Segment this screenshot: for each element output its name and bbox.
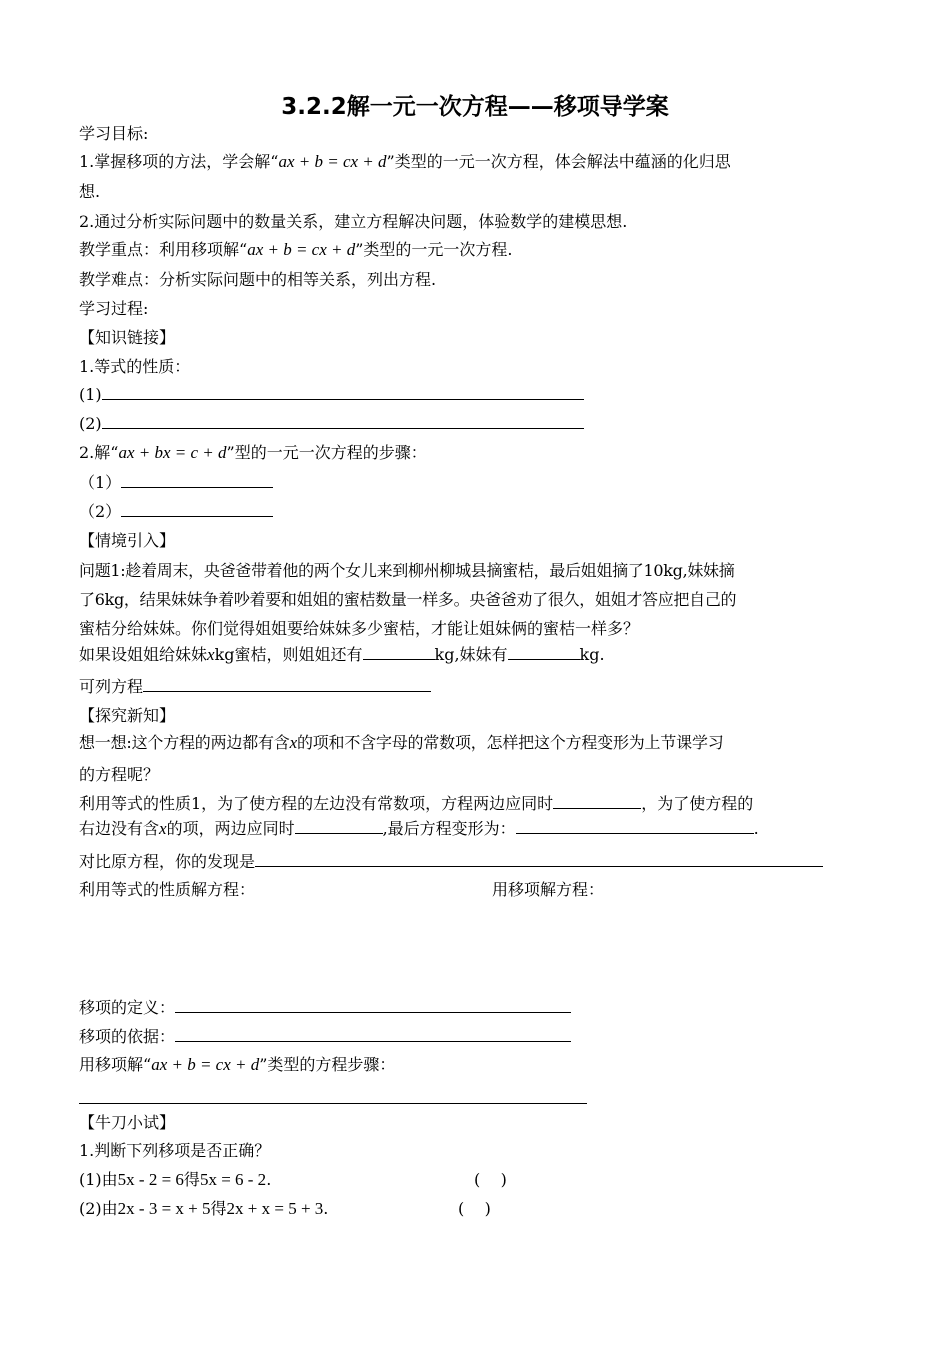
steps-formula: ax + b = cx + d xyxy=(151,1055,260,1074)
variable-x: x xyxy=(159,819,167,838)
steps-text: 用移项解“ xyxy=(79,1055,152,1074)
practice-text: 得 xyxy=(210,1199,227,1218)
explore-text: 利用等式的性质1，为了使方程的左边没有常数项，方程两边应同时 xyxy=(79,794,554,813)
answer-blank[interactable] xyxy=(121,502,273,517)
objective-1-formula: ax + b = cx + d xyxy=(278,152,387,171)
explore-para-4 xyxy=(79,819,759,839)
knowledge-q2-text-a: 2.解“ xyxy=(79,443,119,462)
process-heading: 学习过程: xyxy=(79,299,149,318)
explore-text: ,最后方程变形为： xyxy=(382,819,516,838)
explore-text: 的项，两边应同时 xyxy=(166,819,295,838)
explore-para-2: 的方程呢？ xyxy=(79,765,160,784)
practice-text: . xyxy=(266,1170,272,1189)
explore-text: 的项和不含字母的常数项，怎样把这个方程变形为上节课学习 xyxy=(296,733,724,752)
difficulty: 教学难点：分析实际问题中的相等关系，列出方程. xyxy=(79,270,437,289)
knowledge-q2-item2 xyxy=(79,502,273,522)
situation-para-3: 蜜桔分给妹妹。你们觉得姐姐要给妹妹多少蜜桔，才能让姐妹俩的蜜桔一样多？ xyxy=(79,619,640,638)
situation-para-1: 问题1:趁着周末，央爸爸带着他的两个女儿来到柳州柳城县摘蜜桔，最后姐姐摘了10kg,妹妹摘 xyxy=(79,561,735,580)
answer-parentheses[interactable]: ( ) xyxy=(474,1170,507,1189)
item-label: (1) xyxy=(79,385,102,404)
practice-item-1 xyxy=(79,1170,271,1190)
key-point-text-b: ”类型的一元一次方程. xyxy=(355,240,513,259)
knowledge-q2-text-b: ”型的一元一次方程的步骤： xyxy=(226,443,427,462)
definition-label: 移项的定义： xyxy=(79,998,176,1017)
practice-heading: 【牛刀小试】 xyxy=(79,1113,176,1132)
steps-text: ”类型的方程步骤： xyxy=(259,1055,396,1074)
practice-formula: 2x - 3 = x + 5 xyxy=(117,1199,211,1218)
situation-text: 如果设姐姐给妹妹 xyxy=(79,645,208,664)
key-point-formula: ax + b = cx + d xyxy=(247,240,356,259)
steps-line xyxy=(79,1055,395,1075)
key-point xyxy=(79,240,513,260)
situation-heading: 【情境引入】 xyxy=(79,531,176,550)
practice-text: . xyxy=(323,1199,329,1218)
objective-1-cont: 想. xyxy=(79,182,101,201)
situation-text: kg. xyxy=(579,645,605,664)
answer-blank[interactable] xyxy=(175,998,571,1013)
objective-2: 2.通过分析实际问题中的数量关系，建立方程解决问题，体验数学的建模思想. xyxy=(79,212,628,231)
steps-answer-line[interactable] xyxy=(79,1103,587,1104)
equation-label: 可列方程 xyxy=(79,677,144,696)
variable-x: x xyxy=(207,645,215,664)
explore-para-3 xyxy=(79,794,753,814)
practice-formula: 5x - 2 = 6 xyxy=(117,1170,184,1189)
knowledge-q2 xyxy=(79,443,427,463)
explore-para-1 xyxy=(79,733,724,753)
objective-1-text-a: 1.掌握移项的方法，学会解“ xyxy=(79,152,279,171)
explore-text: 想一想:这个方程的两边都有含 xyxy=(79,733,290,752)
item-label: （2） xyxy=(79,502,122,521)
practice-formula: 5x = 6 - 2 xyxy=(199,1170,267,1189)
item-label: (2) xyxy=(79,414,102,433)
knowledge-q2-formula: ax + bx = c + d xyxy=(118,443,227,462)
objective-1 xyxy=(79,152,731,172)
basis-line xyxy=(79,1027,571,1047)
practice-item-2 xyxy=(79,1199,328,1219)
knowledge-q2-item1 xyxy=(79,473,273,493)
explore-para-5 xyxy=(79,852,823,872)
answer-blank[interactable] xyxy=(175,1027,571,1042)
equation-line xyxy=(79,677,431,697)
answer-blank[interactable] xyxy=(255,852,823,867)
objective-1-text-b: ”类型的一元一次方程，体会解法中蕴涵的化归思 xyxy=(386,152,731,171)
variable-x: x xyxy=(289,733,297,752)
item-label: （1） xyxy=(79,473,122,492)
practice-q1: 1.判断下列移项是否正确？ xyxy=(79,1141,271,1160)
knowledge-heading: 【知识链接】 xyxy=(79,328,176,347)
answer-parentheses[interactable]: ( ) xyxy=(458,1199,491,1218)
practice-text: 得 xyxy=(183,1170,200,1189)
definition-line xyxy=(79,998,571,1018)
explore-text: ，为了使方程的 xyxy=(641,794,754,813)
explore-heading: 【探究新知】 xyxy=(79,706,176,725)
answer-blank[interactable] xyxy=(363,645,435,660)
answer-blank[interactable] xyxy=(102,414,584,429)
knowledge-q1: 1.等式的性质： xyxy=(79,357,191,376)
explore-text: 右边没有含 xyxy=(79,819,160,838)
solve-by-properties-label: 利用等式的性质解方程： xyxy=(79,880,256,899)
practice-text: (2)由 xyxy=(79,1199,118,1218)
knowledge-q1-item1 xyxy=(79,385,584,405)
answer-blank[interactable] xyxy=(121,473,273,488)
answer-blank[interactable] xyxy=(102,385,584,400)
situation-para-4 xyxy=(79,645,605,665)
objectives-heading: 学习目标: xyxy=(79,124,149,143)
explore-text: 对比原方程，你的发现是 xyxy=(79,852,256,871)
page-title: 3.2.2解一元一次方程——移项导学案 xyxy=(281,94,669,120)
answer-blank[interactable] xyxy=(553,794,641,809)
situation-para-2: 了6kg，结果妹妹争着吵着要和姐姐的蜜桔数量一样多。央爸爸劝了很久，姐姐才答应把自己的 xyxy=(79,590,737,609)
knowledge-q1-item2 xyxy=(79,414,584,434)
key-point-text-a: 教学重点：利用移项解“ xyxy=(79,240,248,259)
explore-text: . xyxy=(753,819,759,838)
practice-text: (1)由 xyxy=(79,1170,118,1189)
answer-blank[interactable] xyxy=(143,677,431,692)
answer-blank[interactable] xyxy=(295,819,383,834)
situation-text: kg蜜桔，则姐姐还有 xyxy=(214,645,363,664)
answer-blank[interactable] xyxy=(516,819,754,834)
basis-label: 移项的依据： xyxy=(79,1027,176,1046)
practice-formula: 2x + x = 5 + 3 xyxy=(226,1199,324,1218)
answer-blank[interactable] xyxy=(508,645,580,660)
situation-text: kg,妹妹有 xyxy=(434,645,508,664)
solve-by-transposition-label: 用移项解方程： xyxy=(492,880,605,899)
